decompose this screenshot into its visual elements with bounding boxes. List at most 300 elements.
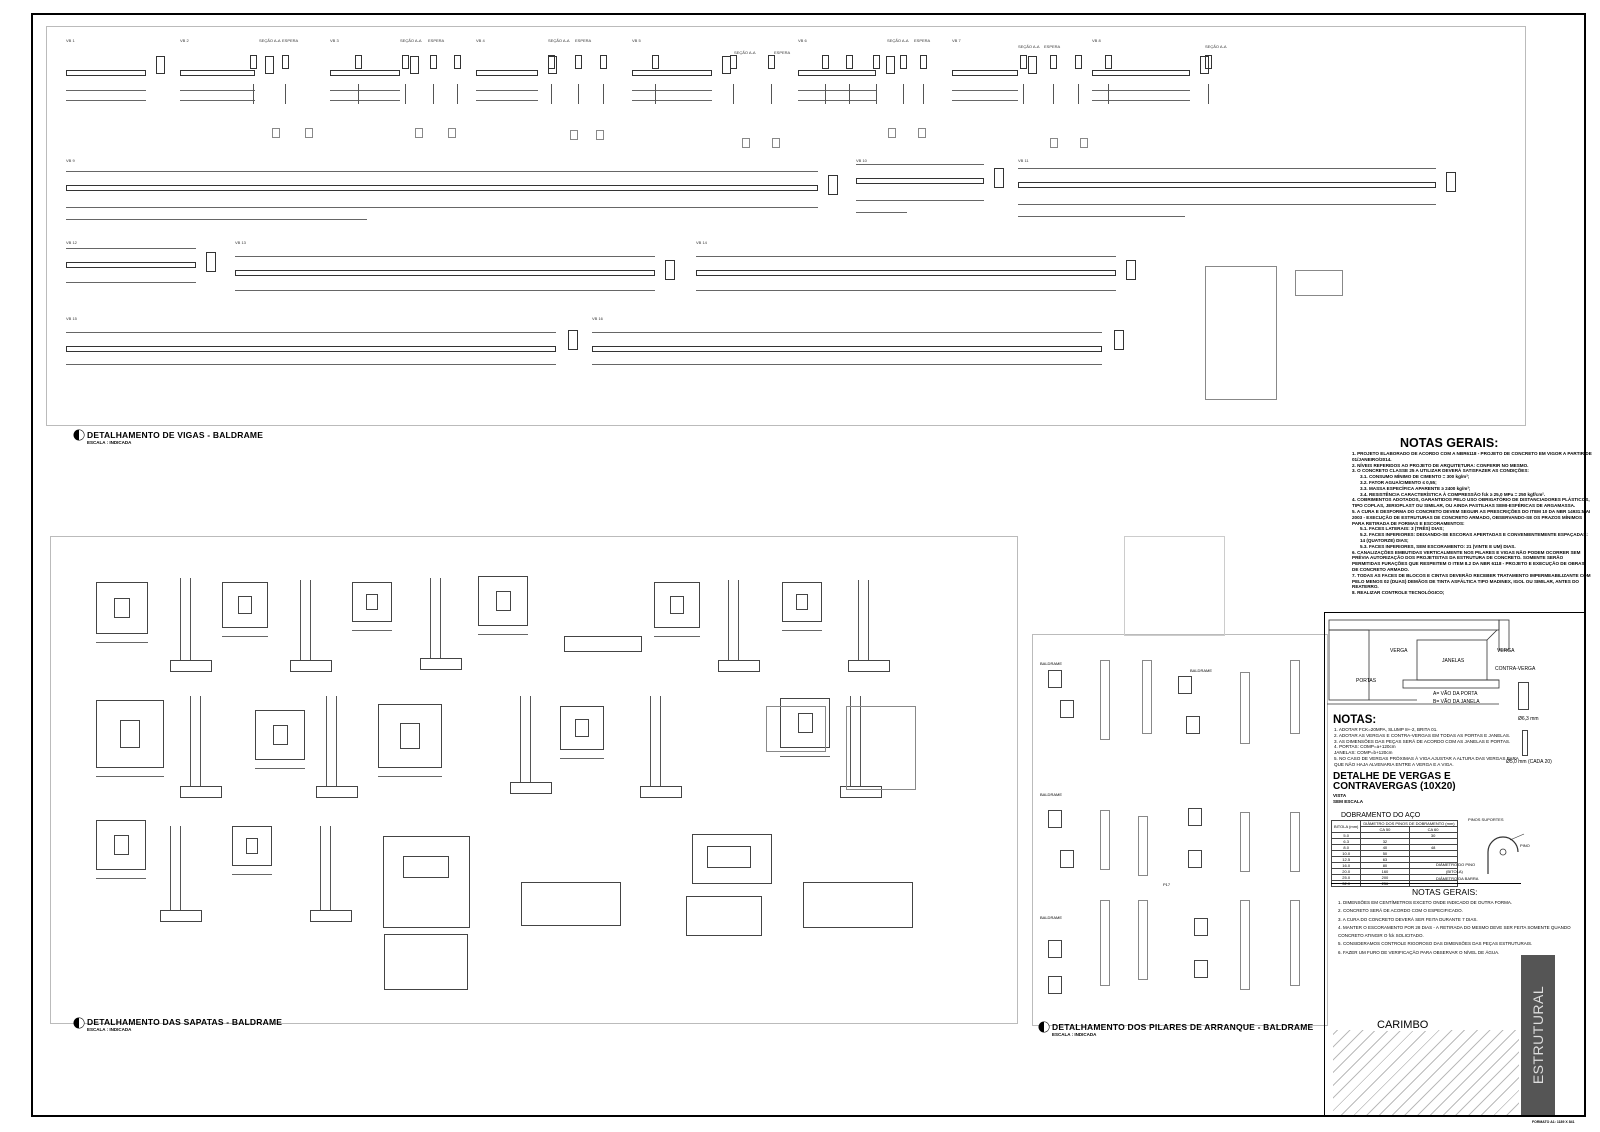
pedestal-outline	[114, 835, 129, 855]
column-elevation	[1100, 810, 1110, 870]
rebar-detail	[570, 130, 578, 140]
pedestal-outline	[366, 594, 378, 610]
bending-cell: 256	[1361, 881, 1409, 887]
bending-cell: 10.0	[1332, 851, 1361, 857]
stirrup-line	[1023, 84, 1024, 104]
pillar-label: P17	[1163, 882, 1171, 887]
section-line	[530, 696, 531, 782]
pedestal-outline	[707, 846, 751, 868]
section-line	[336, 696, 337, 786]
beam-elevation	[330, 70, 400, 76]
stamp-label: CARIMBO	[1373, 1019, 1432, 1031]
column-elevation	[1240, 812, 1250, 872]
bending-cell: 20.0	[1332, 869, 1361, 875]
beam-elevation	[632, 70, 712, 76]
pedestal-outline	[400, 723, 419, 749]
footing-plan-large	[383, 836, 470, 928]
note-item: 5.1. FACES LATERAIS: 3 (TRÊS) DIAS;	[1360, 526, 1444, 532]
beam-elevation	[798, 70, 876, 76]
section-line	[180, 578, 181, 660]
contra-verga-label: CONTRA-VERGA	[1495, 666, 1536, 672]
lintel-detail-title: DETALHE DE VERGAS E CONTRAVERGAS (10X20)	[1333, 771, 1456, 792]
section-label: SEÇÃO A-A	[887, 38, 909, 43]
footing-base	[170, 660, 212, 672]
stirrup-line	[825, 84, 826, 104]
section-box	[1075, 55, 1082, 69]
note-item: 3.2. FATOR AGUA/CIMENTO ≤ 0,55;	[1360, 479, 1437, 485]
bending-cell: 25.0	[1332, 875, 1361, 881]
dimension-line	[952, 90, 1018, 91]
dimension-line	[476, 100, 538, 101]
stirrup-line	[771, 84, 772, 104]
beam-elevation	[66, 70, 146, 76]
stirrup-line	[876, 84, 877, 104]
bending-cell: 32.0	[1332, 881, 1361, 887]
beam-elevation	[952, 70, 1018, 76]
section-line	[326, 696, 327, 786]
bending-cell: 6.3	[1332, 839, 1361, 845]
vigas-section-title: DETALHAMENTO DE VIGAS - BALDRAME	[87, 430, 264, 440]
stirrup-line	[285, 84, 286, 104]
column-elevation	[1142, 660, 1152, 734]
note-item: 3.1. CONSUMO MÍNIMO DE CIMENTO = 300 kg/m³;	[1360, 474, 1470, 480]
footing-base	[848, 660, 890, 672]
note-item: JANELAS: COMP=b+120cm	[1334, 750, 1393, 756]
steel-table	[766, 706, 826, 752]
dimension-line	[66, 90, 146, 91]
stirrup-line	[923, 84, 924, 104]
beam-elevation	[856, 178, 984, 184]
general-notes-2-list	[1338, 899, 1588, 957]
note-item: 2. NÍVEIS REFERIDOS AO PROJETO DE ARQUITETURA: CONFERIR NO MESMO.	[1352, 462, 1529, 468]
note-item: 6. FAZER UM FURO DE VERIFICAÇÃO PARA OBSERVAR O NÍVEL DE ÁGUA.	[1338, 949, 1500, 955]
section-box	[730, 55, 737, 69]
section-line	[430, 578, 431, 658]
stirrup-line	[551, 84, 552, 104]
dimension-line	[1092, 90, 1190, 91]
note-item: 8. REALIZAR CONTROLE TECNOLÓGICO;	[1352, 590, 1445, 596]
stirrup-line	[1053, 84, 1054, 104]
rebar-detail	[272, 128, 280, 138]
title-block-hatch	[1333, 1030, 1519, 1115]
beam-elevation	[592, 346, 1102, 352]
footing-base	[180, 786, 222, 798]
note-item: 1. ADOTAR FCK=20MPA, SLUMP 8+-2, BRITA 01.	[1334, 727, 1438, 732]
section-box	[920, 55, 927, 69]
section-box	[454, 55, 461, 69]
janelas-label: JANELAS	[1442, 658, 1465, 664]
espera-label: ESPERA	[428, 38, 445, 43]
pedestal-outline	[120, 720, 140, 747]
stirrup-line	[253, 84, 254, 104]
section-label: SEÇÃO A-A	[400, 38, 422, 43]
dimension-line	[1018, 204, 1436, 205]
section-box	[822, 55, 829, 69]
section-box	[156, 56, 165, 74]
steel-table	[846, 706, 916, 790]
section-box	[548, 55, 555, 69]
column-section	[1048, 670, 1062, 688]
note-item: 3. O CONCRETO CLASSE 25 A UTILIZAR DEVERÁ SATISFAZER AS CONDIÇÕES:	[1352, 468, 1529, 474]
section-box	[355, 55, 362, 69]
bending-cell: 32	[1361, 839, 1409, 845]
dimension-line	[798, 90, 876, 91]
column-elevation	[1100, 900, 1110, 986]
stirrup-line	[1208, 84, 1209, 104]
pedestal-outline	[403, 856, 449, 878]
section-line	[868, 580, 869, 660]
rebar-detail	[742, 138, 750, 148]
dimension-line	[782, 630, 822, 631]
note-item: 5. NO CASO DE VERGAS PRÓXIMAS À VIGA AJUSTAR A ALTURA DAS VERGAS PARA QUE NÃO HAJA ALVENARIA ENTRE A VERGA E A VIGA.	[1334, 755, 1519, 767]
pedestal-outline	[575, 719, 588, 737]
dimension-line	[632, 100, 712, 101]
stirrup-line	[1108, 84, 1109, 104]
espera-label: ESPERA	[1044, 44, 1061, 49]
bending-cell: 80	[1361, 863, 1409, 869]
note-item: 6. CANALIZAÇÕES EMBUTIDAS VERTICALMENTE NOS PILARES E VIGAS NÃO PODEM OCORRER SEM PRÉVIA AUTORIZAÇÃO DOS PROJETISTAS DA ESTRUTURA DE CONCRETO. SOMENTE SERÃO PERMITIDAS FURAÇÕES QUE RESPEITEM O ITEM 8.2 DA NBR 6118 - PROJETO E EXECUÇÃO DE OBRAS DE CONCRETO ARMADO.	[1352, 549, 1585, 572]
section-box	[206, 252, 216, 272]
bending-cell: 8.0	[1332, 845, 1361, 851]
section-box	[900, 55, 907, 69]
bending-subheader: CA 50	[1361, 827, 1409, 833]
beam-name-label: VB 6	[798, 38, 807, 43]
stirrup-line	[433, 84, 434, 104]
note-item: 3.3. MASSA ESPECÍFICA APARENTE ≥ 2400 kg/m³;	[1360, 485, 1471, 491]
dimension-line	[66, 364, 556, 365]
dimension-line	[952, 100, 1018, 101]
section-label: SEÇÃO A-A	[734, 50, 756, 55]
stirrup-line	[457, 84, 458, 104]
steel-schedule-panel	[1124, 536, 1225, 636]
lintel-detail-sub1: VISTA	[1333, 793, 1347, 798]
dimension-line	[478, 634, 528, 635]
beam-elevation	[696, 270, 1116, 276]
column-section	[1188, 850, 1202, 868]
section-box	[430, 55, 437, 69]
column-elevation	[1240, 672, 1250, 744]
column-section	[1194, 918, 1208, 936]
portas-label: PORTAS	[1356, 678, 1377, 684]
beam-elevation	[66, 262, 196, 268]
bending-cell: 160	[1361, 869, 1409, 875]
discipline-label: ESTRUTURAL	[1530, 985, 1546, 1085]
bending-title: DOBRAMENTO DO AÇO	[1341, 812, 1421, 819]
rebar-detail	[1050, 138, 1058, 148]
rebar-detail	[305, 128, 313, 138]
column-section	[1060, 850, 1074, 868]
beam-name-label: VB 3	[330, 38, 339, 43]
pillar-label: BALDRAME	[1040, 792, 1063, 797]
section-line	[310, 580, 311, 660]
section-line	[858, 580, 859, 660]
stirrup-line	[603, 84, 604, 104]
note-item: 5. CONSIDERAMOS CONTROLE RIGOROSO DAS DIMENSÕES DAS PEÇAS ESTRUTURAIS.	[1338, 941, 1533, 947]
column-elevation	[1290, 660, 1300, 734]
dimension-line	[592, 364, 1102, 365]
beam-elevation	[1018, 182, 1436, 188]
logo-icon	[73, 1017, 85, 1029]
steel-schedule-table	[1205, 266, 1277, 400]
general-notes-list	[1352, 451, 1592, 596]
rebar-detail	[918, 128, 926, 138]
pedestal-outline	[796, 594, 808, 610]
dimension-line	[96, 878, 146, 879]
stirrup-line	[849, 84, 850, 104]
note-item: 4. MANTER O ESCORAMENTO POR 28 DIAS - A RETIRADA DO MESMO DEVE SER FEITA SOMENTE QUANDO CONCRETO ATINGIR O fck SOLICITADO.	[1338, 924, 1571, 939]
beam-name-label: VB 11	[1018, 158, 1029, 163]
stirrup-line	[358, 84, 359, 104]
section-line	[300, 580, 301, 660]
note-item: 3.4. RESISTÊNCIA CARACTERÍSTICA À COMPRESSÃO fck ≥ 25,0 MPa = 250 kgf/cm².	[1360, 491, 1546, 497]
beam-elevation	[476, 70, 538, 76]
section-box	[828, 175, 838, 195]
section-box	[402, 55, 409, 69]
discipline-tab	[1521, 955, 1555, 1115]
dimension-line	[476, 90, 538, 91]
bending-header: BITOLA (mm)	[1332, 821, 1361, 833]
stirrup-line	[903, 84, 904, 104]
bar-label: Ø6,3 mm	[1518, 716, 1539, 722]
bending-cell: 40	[1361, 845, 1409, 851]
dimension-line	[352, 630, 392, 631]
bar-diameter-label: DIÂMETRO DA BARRA	[1436, 876, 1479, 881]
footing-base	[718, 660, 760, 672]
beam-name-label: VB 2	[180, 38, 189, 43]
column-section	[1048, 940, 1062, 958]
note-item: 5.3. FACES INFERIORES, SEM ESCORAMENTO: 21 (VINTE E UM) DIAS.	[1360, 543, 1516, 549]
pillar-label: BALDRAME	[1040, 661, 1063, 666]
beam-name-label: VB 5	[632, 38, 641, 43]
dimension-line	[66, 207, 818, 208]
rebar-detail	[1080, 138, 1088, 148]
bending-subheader: CA 60	[1409, 827, 1457, 833]
pedestal-outline	[238, 596, 252, 614]
dimension-line	[255, 768, 305, 769]
dimension-line	[66, 332, 556, 333]
section-box	[282, 55, 289, 69]
espera-label: ESPERA	[774, 50, 791, 55]
section-box	[994, 168, 1004, 188]
footing-base	[310, 910, 352, 922]
bitola-label: (BITOLA)	[1446, 869, 1463, 874]
pedestal-outline	[273, 725, 288, 745]
note-item: 7. TODAS AS FACES DE BLOCOS E CINTAS DEVERÃO RECEBER TRATAMENTO IMPERMEABILIZANTE COM PELO MENOS 02 (DUAS) DEMÃOS DE TINTA ASFÁLTICA TIPO MADINEX, IGOL OU SIMILAR, ANTES DO REATERRO.	[1352, 572, 1591, 590]
footing-plan	[686, 896, 762, 936]
column-elevation	[1240, 900, 1250, 990]
pillar-label: BALDRAME	[1190, 668, 1213, 673]
bending-cell: 5.0	[1332, 833, 1361, 839]
dimension-line	[696, 290, 1116, 291]
dimension-line	[235, 290, 655, 291]
beam-elevation	[235, 270, 655, 276]
dimension-line	[696, 256, 1116, 257]
note-item: 5. A CURA E DESFORMA DO CONCRETO DEVEM SEGUIR AS PRESCRIÇÕES DO ITEM 10 DA NBR 14931:MAI 2003 - EXECUÇÃO DE ESTRUTURAS DE CONCRETO ARMADO, OBSERVANDO-SE OS PRAZOS MÍNIMOS PARA RETIRADA DE FORMAS E ESCORAMENTOS:	[1352, 508, 1591, 526]
dimension-line	[1018, 168, 1436, 169]
beam-name-label: VB 16	[592, 316, 603, 321]
verga-label: VERGA	[1390, 648, 1408, 654]
bending-cell: 16.0	[1332, 863, 1361, 869]
section-line	[330, 826, 331, 910]
lintel-detail-view	[1333, 793, 1363, 804]
dimension-line	[856, 200, 984, 201]
column-section	[1186, 716, 1200, 734]
beam-elevation	[180, 70, 255, 76]
pedestal-outline	[496, 591, 511, 611]
beam-elevation	[66, 346, 556, 352]
section-box	[1446, 172, 1456, 192]
dimension-line	[780, 756, 830, 757]
column-section	[1060, 700, 1074, 718]
stirrup-line	[733, 84, 734, 104]
column-elevation	[1138, 816, 1148, 876]
dimension-line	[856, 164, 984, 165]
bending-cell: 30	[1409, 833, 1457, 839]
combined-footing	[803, 882, 913, 928]
pilares-section-title: DETALHAMENTO DOS PILARES DE ARRANQUE - BALDRAME	[1052, 1022, 1314, 1032]
vigas-section-scale: ESCALA : INDICADA	[87, 440, 132, 445]
bending-cell: 63	[1361, 857, 1409, 863]
section-line	[650, 696, 651, 786]
beam-elevation	[66, 185, 818, 191]
beam-name-label: VB 14	[696, 240, 707, 245]
column-section	[1178, 676, 1192, 694]
pedestal-outline	[246, 838, 258, 854]
divider	[1331, 883, 1521, 884]
footing-base	[510, 782, 552, 794]
dimension-line	[232, 874, 272, 875]
beam-elevation	[1092, 70, 1190, 76]
note-item: 2. ADOTAR AS VERGAS E CONTRA-VERGAS EM TODAS AS PORTAS E JANELAS.	[1334, 732, 1511, 738]
section-label: SEÇÃO A-A	[548, 38, 570, 43]
dimension-line	[632, 90, 712, 91]
bending-header: DIÂMETRO DOS PINOS DE DOBRAMENTO (mm)	[1361, 821, 1457, 827]
b-vao-label: B= VÃO DA JANELA	[1433, 699, 1480, 705]
section-box	[575, 55, 582, 69]
section-box	[1205, 55, 1212, 69]
general-notes-2-title: NOTAS GERAIS:	[1412, 887, 1478, 897]
footing-base	[640, 786, 682, 798]
section-box	[1114, 330, 1124, 350]
section-label: SEÇÃO A-A	[1205, 44, 1227, 49]
pedestal-outline	[670, 596, 684, 614]
section-box	[250, 55, 257, 69]
section-line	[190, 578, 191, 660]
bending-cell: 12.5	[1332, 857, 1361, 863]
pillar-label: BALDRAME	[1040, 915, 1063, 920]
section-label: SEÇÃO A-A	[1018, 44, 1040, 49]
footing-plan-large	[384, 934, 468, 990]
column-elevation	[1138, 900, 1148, 980]
section-line	[440, 578, 441, 658]
pile-cap	[564, 636, 642, 652]
espera-label: ESPERA	[282, 38, 299, 43]
lintel-section-box	[1518, 682, 1529, 710]
section-box	[1020, 55, 1027, 69]
rebar-detail	[888, 128, 896, 138]
section-line	[190, 696, 191, 786]
dimension-line	[1092, 100, 1190, 101]
rebar-detail	[596, 130, 604, 140]
note-item: 1. PROJETO ELABORADO DE ACORDO COM A NBR6118 - PROJETO DE CONCRETO EM VIGOR A PARTIR DE 01/JANEIRO/2014.	[1352, 451, 1592, 462]
footing-base	[160, 910, 202, 922]
note-item: 4. COBRIMENTOS ADOTADOS, GARANTIDOS PELO USO OBRIGATÓRIO DE DISTANCIADORES PLÁSTICOS, TIPO COPLAS, JERIOPLAST OU SIMILAR, OU AINDA PASTILHAS SEMI-ESFÉRICAS DE ARGAMASSA.	[1352, 497, 1590, 509]
pedestal-outline	[114, 598, 130, 619]
section-box	[265, 56, 274, 74]
pin-diameter-label: DIÂMETRO DO PINO	[1436, 862, 1476, 867]
rebar-detail	[772, 138, 780, 148]
column-elevation	[1290, 900, 1300, 986]
dimension-line	[330, 100, 400, 101]
column-elevation	[1100, 660, 1110, 740]
a-vao-label: A= VÃO DA PORTA	[1433, 691, 1478, 697]
dimension-line	[798, 100, 876, 101]
section-box	[652, 55, 659, 69]
lintel-detail-sub2: SEM ESCALA	[1333, 798, 1364, 804]
column-elevation	[1290, 812, 1300, 872]
espera-label: ESPERA	[914, 38, 931, 43]
section-box	[665, 260, 675, 280]
stirrup-line	[1078, 84, 1079, 104]
beam-name-label: VB 7	[952, 38, 961, 43]
pilares-section-scale: ESCALA : INDICADA	[1052, 1032, 1097, 1037]
bending-cell: 50	[1361, 851, 1409, 857]
section-box	[873, 55, 880, 69]
note-item: 3. AS DIMENSÕES DAS PEÇAS SERÁ DE ACORDO COM AS JANELAS E PORTAS.	[1334, 738, 1511, 744]
dimension-line	[66, 248, 196, 249]
dimension-line	[222, 636, 268, 637]
note-item: 5.2. FACES INFERIORES: DEIXANDO-SE ESCORAS APERTADAS E CONVENIENTEMENTE ESPAÇADAS: 14 (QUATORZE) DIAS;	[1360, 532, 1588, 543]
section-label: SEÇÃO A-A	[259, 38, 281, 43]
stirrup-label: Ø5,0 mm (CADA 20)	[1506, 759, 1552, 765]
bending-pin-diagram	[1480, 830, 1530, 880]
section-line	[200, 696, 201, 786]
combined-footing	[521, 882, 621, 926]
dimension-line	[96, 642, 148, 643]
section-line	[180, 826, 181, 910]
dimension-line	[66, 171, 818, 172]
beam-name-label: VB 15	[66, 316, 77, 321]
section-box	[410, 56, 419, 74]
section-box	[1050, 55, 1057, 69]
section-line	[728, 580, 729, 660]
column-section	[1048, 976, 1062, 994]
bending-cell: 200	[1361, 875, 1409, 881]
section-line	[738, 580, 739, 660]
section-box	[846, 55, 853, 69]
column-section	[1188, 808, 1202, 826]
section-box	[886, 56, 895, 74]
note-item: 1. DIMENSÕES EM CENTÍMETROS EXCETO ONDE INDICADO DE OUTRA FORMA.	[1338, 900, 1513, 905]
dimension-line	[330, 90, 400, 91]
dimension-line	[592, 332, 1102, 333]
section-line	[320, 826, 321, 910]
sheet-format: FORMATO A1: 1189 X 841	[1532, 1120, 1575, 1124]
section-box	[1105, 55, 1112, 69]
lintel-notes-list	[1334, 727, 1524, 768]
espera-label: ESPERA	[575, 38, 592, 43]
dimension-line	[235, 256, 655, 257]
dimension-line	[180, 90, 255, 91]
lintel-notes-title: NOTAS:	[1333, 714, 1377, 726]
beam-name-label: VB 9	[66, 158, 75, 163]
section-line	[520, 696, 521, 782]
dimension-line	[66, 219, 367, 220]
dimension-line	[560, 758, 604, 759]
column-section	[1194, 960, 1208, 978]
beams-detail-panel	[46, 26, 1526, 426]
beam-name-label: VB 13	[235, 240, 246, 245]
